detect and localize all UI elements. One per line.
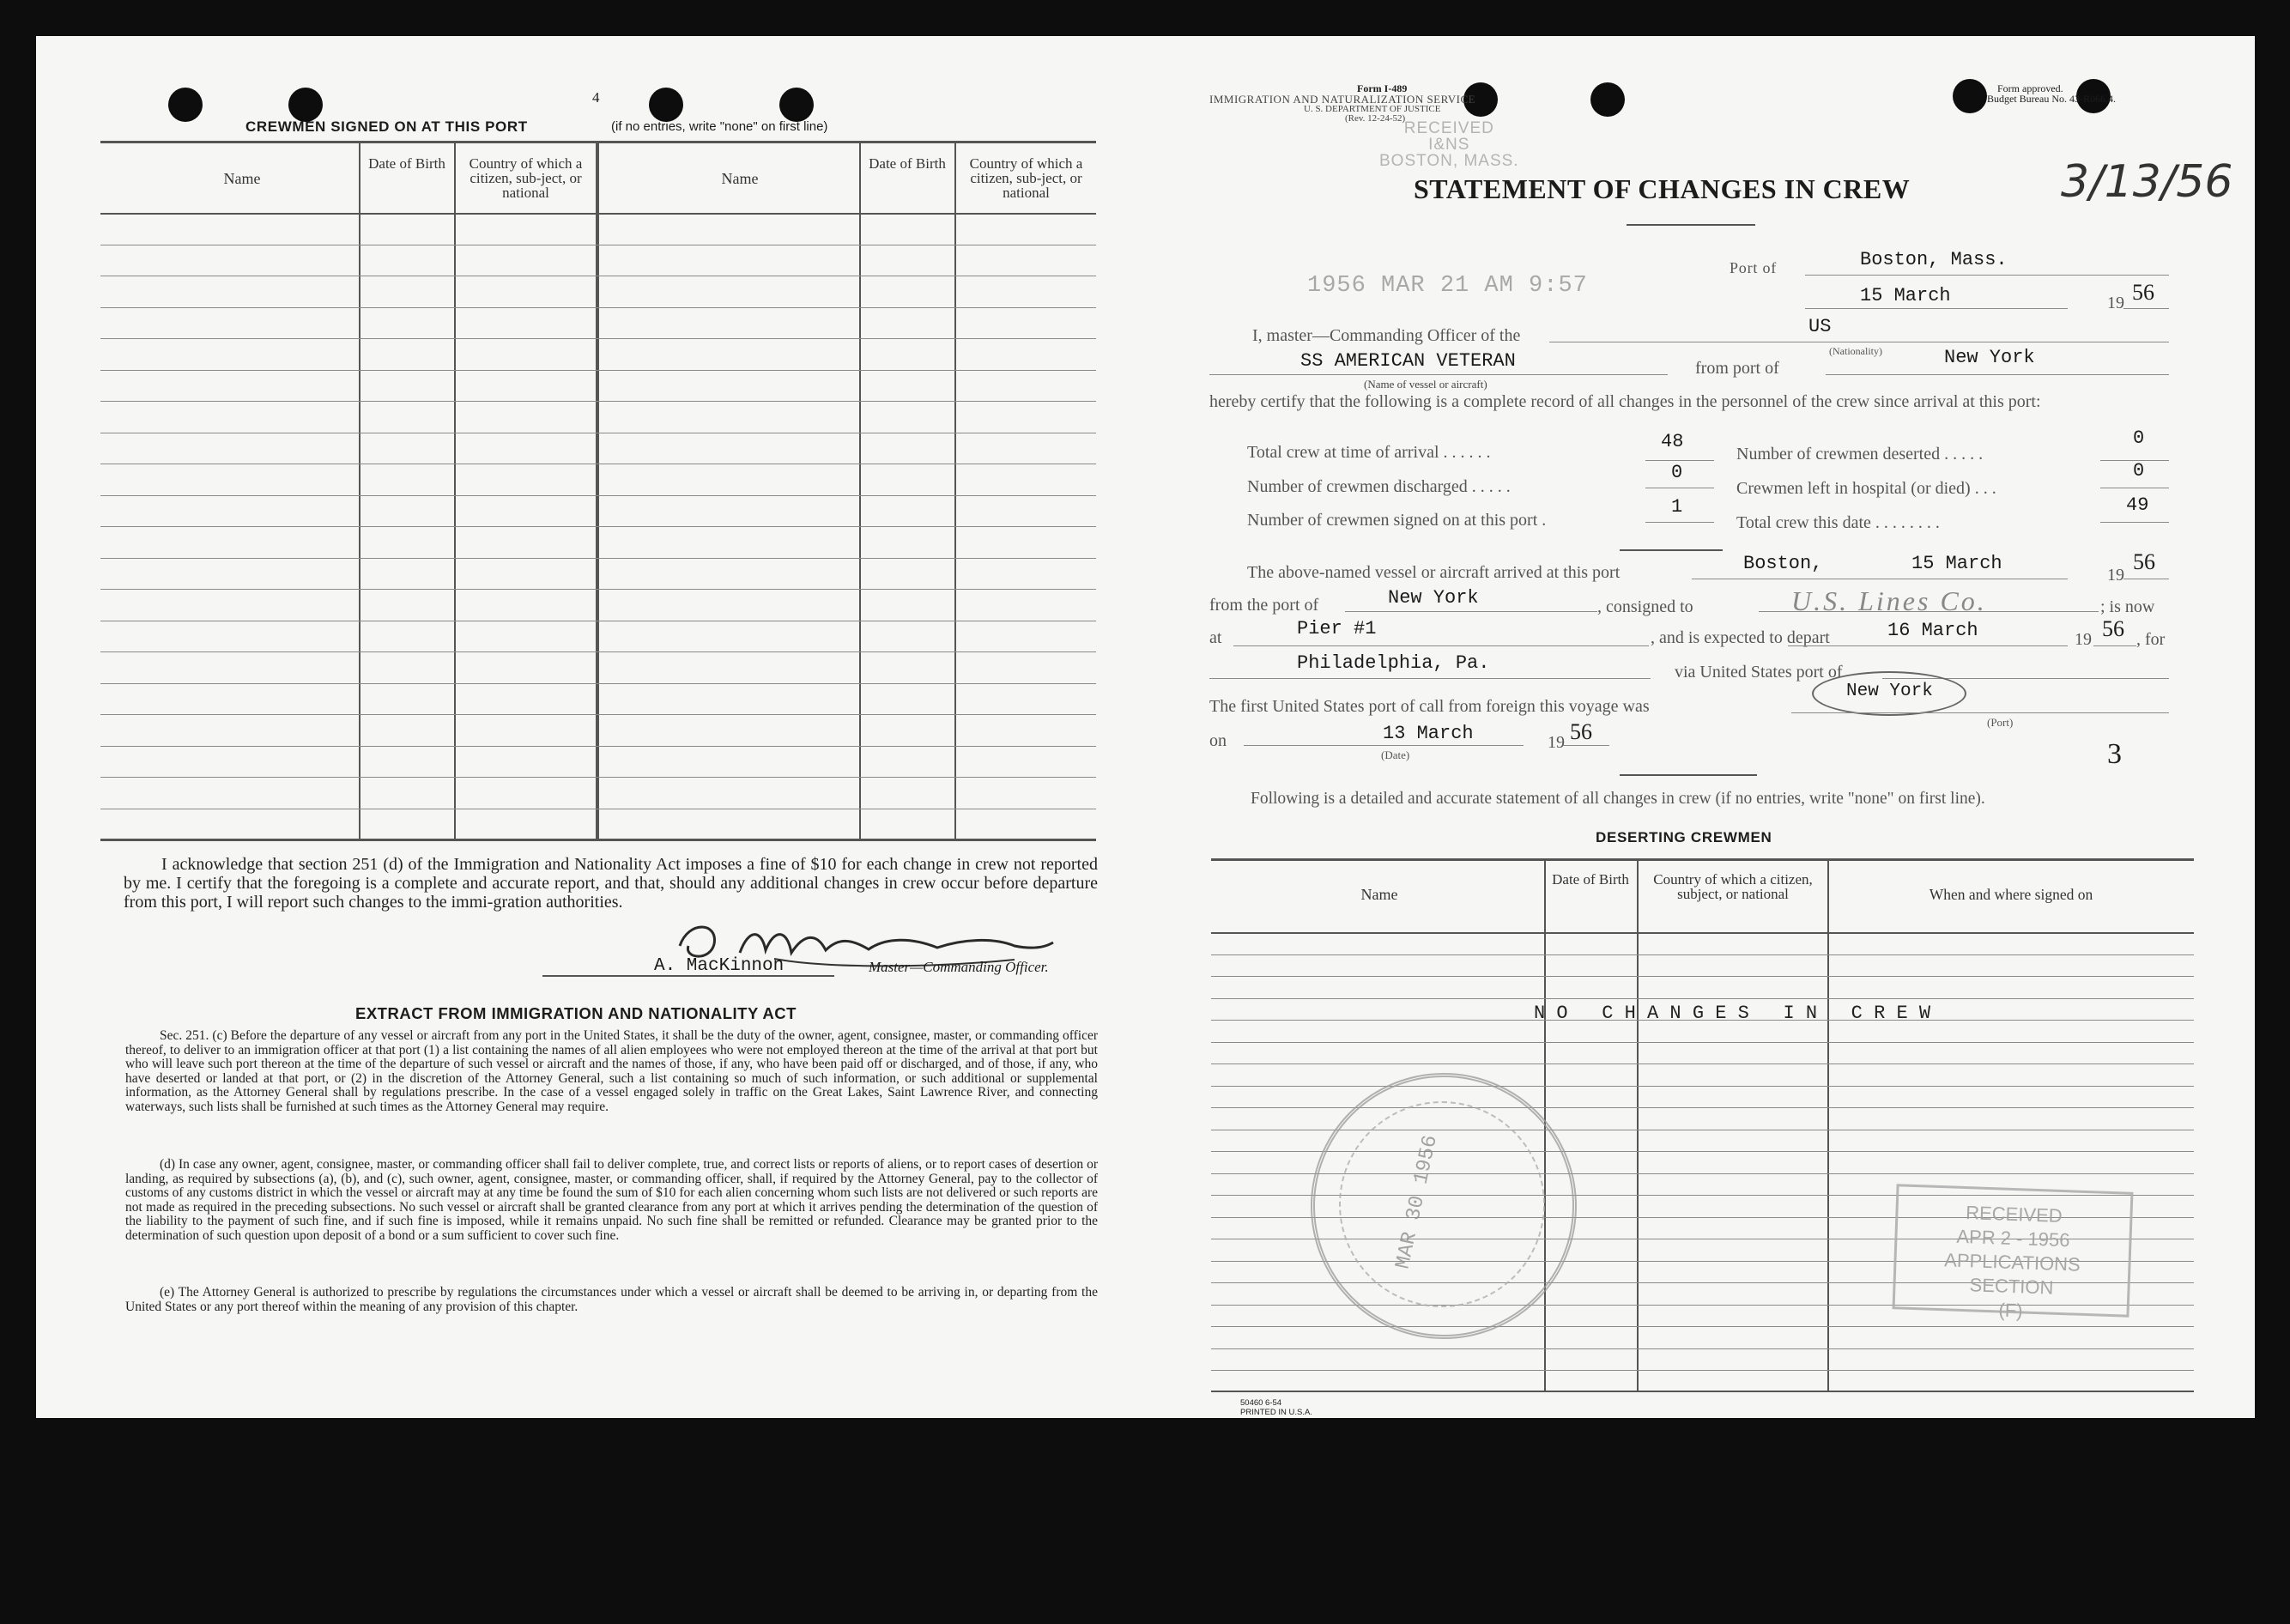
arrived-label: The above-named vessel or aircraft arrived at this port [1247,563,1621,582]
for-label: , for [2136,630,2166,649]
year-prefix: 19 [2075,630,2092,649]
footer-code: 50460 6-54 [1240,1398,1282,1408]
table-row [1211,1326,2194,1327]
is-now-text: ; is now [2100,597,2155,616]
depart-year: 56 [2102,616,2124,641]
col-when-header: When and where signed on [1929,886,2093,903]
punch-hole [649,88,683,122]
date-caption: (Date) [1381,748,1410,761]
table-row [100,526,1096,527]
postmark-date: MAR 30 1956 [1391,1133,1443,1271]
table-row [100,401,1096,402]
discharged-count: 0 [1671,462,1683,483]
total-crew-count: 49 [2126,494,2149,516]
depart-label: , and is expected to depart [1651,628,1830,647]
via-value: New York [1846,682,1933,701]
arrived-year: 56 [2133,549,2155,574]
crewmen-signed-on-title: CREWMEN SIGNED ON AT THIS PORT [245,118,528,135]
certify-text: hereby certify that the following is a complete record of all changes in the personnel of the crew since arrival at this port: [1209,392,2041,411]
footer-printed: PRINTED IN U.S.A. [1240,1408,1312,1417]
col-country-header: Country of which a citizen, sub-ject, or national [469,155,583,201]
table-row [100,651,1096,652]
table-row [100,370,1096,371]
no-changes-entry: N O C H A N G E S I N C R E W [1534,1003,1931,1024]
signed-on-label: Number of crewmen signed on at this port . [1247,511,1547,530]
left-page [36,36,1143,1418]
table-row [100,777,1096,778]
date-year-prefix: 19 [2107,294,2124,312]
punch-hole [1590,82,1625,117]
date-value: 15 March [1860,285,1951,306]
handwritten-number: 3 [2107,738,2122,770]
col-dob-header: Date of Birth [368,155,445,172]
at-label: at [1209,628,1222,647]
signature-name: A. MacKinnon [654,956,785,976]
col-name-header: Name [721,170,759,187]
first-port-label: The first United States port of call from foreign this voyage was [1209,697,1650,716]
table-row [100,589,1096,590]
table-row [1211,1370,2194,1371]
table-row [100,714,1096,715]
extract-title: EXTRACT FROM IMMIGRATION AND NATIONALITY ACT [355,1004,797,1022]
vessel-caption: (Name of vessel or aircraft) [1364,378,1487,391]
vessel-name: SS AMERICAN VETERAN [1300,350,1516,372]
received-stamp: RECEIVED I&NS BOSTON, MASS. [1379,119,1519,170]
deserted-label: Number of crewmen deserted . . . . . [1736,445,1984,464]
following-text: Following is a detailed and accurate statement of all changes in crew (if no entries, write "none" on first line). [1251,790,1985,808]
budget-bureau: Budget Bureau No. 43-R066.4. [1987,93,2116,105]
col-country-header: Country of which a citizen, sub-ject, or national [969,155,1083,201]
received-date-stamp [1893,1184,2134,1322]
col-country-header: Country of which a citizen, subject, or national [1653,871,1813,902]
table-row [1211,1348,2194,1349]
table-row [100,683,1096,684]
from-label: from the port of [1209,596,1319,615]
on-date: 13 March [1383,723,1474,744]
total-crew-arrival-label: Total crew at time of arrival . . . . . . [1247,443,1491,462]
revision-date: (Rev. 12-24-52) [1345,113,1406,124]
total-crew-label: Total crew this date . . . . . . . . [1736,513,1940,532]
table-row [100,338,1096,339]
on-label: on [1209,731,1227,750]
received-stamp-text: RECEIVED APR 2 - 1956 APPLICATIONS SECTION (F) [1943,1202,2081,1322]
table-row [1211,1042,2194,1043]
deserted-count: 0 [2133,427,2145,449]
table-row [100,307,1096,308]
table-row [1211,954,2194,955]
punch-hole [779,88,814,122]
hospital-label: Crewmen left in hospital (or died) . . . [1736,479,1996,498]
col-dob-header: Date of Birth [1552,871,1629,888]
deserting-crewmen-title: DESERTING CREWMEN [1596,829,1772,845]
punch-hole [168,88,203,122]
table-row [100,558,1096,559]
consigned-label: , consigned to [1597,597,1693,616]
depart-date: 16 March [1887,620,1978,641]
arrived-port: Boston, [1743,553,1823,574]
section-251-c: Sec. 251. (c) Before the departure of any vessel or aircraft from any port in the United States, it shall be the duty of the owner, agent, consignee, master, or commanding officer thereof, to deliver to an immigration officer at that port (1) a list containing the names of all alien employees who were not employed thereon at the time of the arrival at that port but who will leave such port thereon at the time of the departure of such vessel or aircraft and the names of those, if any, who have been paid off or discharged, and of those, if any, who have deserted or landed at that port, or (2) in the discretion of the Attorney General, such a list containing so much of such information, or such additional or supplemental information, as the Attorney General shall by regulations prescribe. In the case of a vessel engaged solely in traffic on the Great Lakes, Saint Lawrence River, and connecting waterways, such lists shall be furnished at such times as the Attorney General may require. [125,1028,1098,1114]
table-row [1211,1086,2194,1087]
page-number: 4 [592,89,600,106]
port-value: Boston, Mass. [1860,249,2008,270]
consigned-value: U.S. Lines Co. [1791,585,1987,616]
handwritten-date: 3/13/56 [2061,156,2233,208]
col-name-header: Name [223,170,261,187]
time-stamp: 1956 MAR 21 AM 9:57 [1307,273,1588,299]
arrived-date: 15 March [1911,553,2002,574]
table-row [1211,976,2194,977]
form-approved: Form approved. [1997,82,2063,94]
form-title: STATEMENT OF CHANGES IN CREW [1414,173,1911,204]
date-year: 56 [2132,280,2154,305]
year-prefix: 19 [2107,566,2124,585]
section-251-e: (e) The Attorney General is authorized to prescribe by regulations the circumstances under which a vessel or aircraft shall be deemed to be arriving in, or departing from the United States or any port thereof within the meaning of any provision of this chapter. [125,1285,1098,1314]
form-number: Form I-489 [1357,82,1408,94]
nationality-value: US [1808,316,1832,337]
signed-on-count: 1 [1671,496,1683,518]
from-value: New York [1388,587,1479,609]
punch-hole [288,88,323,122]
postmark-stamp [1311,1073,1577,1339]
total-crew-arrival: 48 [1661,431,1684,452]
discharged-label: Number of crewmen discharged . . . . . [1247,477,1511,496]
port-caption: (Port) [1987,716,2014,729]
acknowledgement-text: I acknowledge that section 251 (d) of the Immigration and Nationality Act imposes a fine of $10 for each change in crew not reported by me. I certify that the foregoing is a complete and accurate report, and that, should any additional changes in crew occur before departure from this port, I will report such changes to the immi-gration authorities. [124,855,1098,912]
signature-label: Master—Commanding Officer. [869,959,1049,975]
col-name-header: Name [1360,886,1398,903]
via-label: via United States port of [1675,663,1843,682]
section-251-d: (d) In case any owner, agent, consignee, master, or commanding officer shall fail to deliver complete, true, and correct lists or reports of aliens, or to report cases of desertion or landing, as required by subsections (a), (b), and (c), such owner, agent, consignee, master, or commanding officer, shall, if required by the Attorney General, pay to the collector of customs of any customs district in which the vessel or aircraft may at any time be found the sum of $10 for each alien concerning whom such lists are not delivered or such reports are not made as required in the preceding subsections. No such vessel or aircraft shall be granted clearance from any port at which it arrives pending the determination of the question of the liability to the payment of such fine, and if such fine is imposed, while it remains unpaid. No such fine shall be remitted or refunded. Clearance may be granted prior to the determination of such question upon deposit of a bond or a sum sufficient to cover such fine. [125,1157,1098,1243]
master-label: I, master—Commanding Officer of the [1252,326,1521,345]
hospital-count: 0 [2133,460,2145,482]
right-page [1139,36,2255,1418]
table-row [1211,998,2194,999]
title-note: (if no entries, write "none" on first line) [611,119,828,134]
port-label: Port of [1730,259,1778,276]
from-port-label: from port of [1695,359,1779,378]
table-row [100,495,1096,496]
table-row [1211,1063,2194,1064]
table-row [100,746,1096,747]
from-port-value: New York [1944,347,2035,368]
year-prefix: 19 [1548,733,1565,752]
nationality-caption: (Nationality) [1829,345,1882,357]
on-year: 56 [1570,719,1592,744]
col-dob-header: Date of Birth [869,155,946,172]
destination-value: Philadelphia, Pa. [1297,652,1490,674]
punch-hole [1953,79,1987,113]
at-value: Pier #1 [1297,618,1377,639]
agency-name: IMMIGRATION AND NATURALIZATION SERVICE [1209,93,1476,106]
department-name: U. S. DEPARTMENT OF JUSTICE [1304,104,1441,114]
